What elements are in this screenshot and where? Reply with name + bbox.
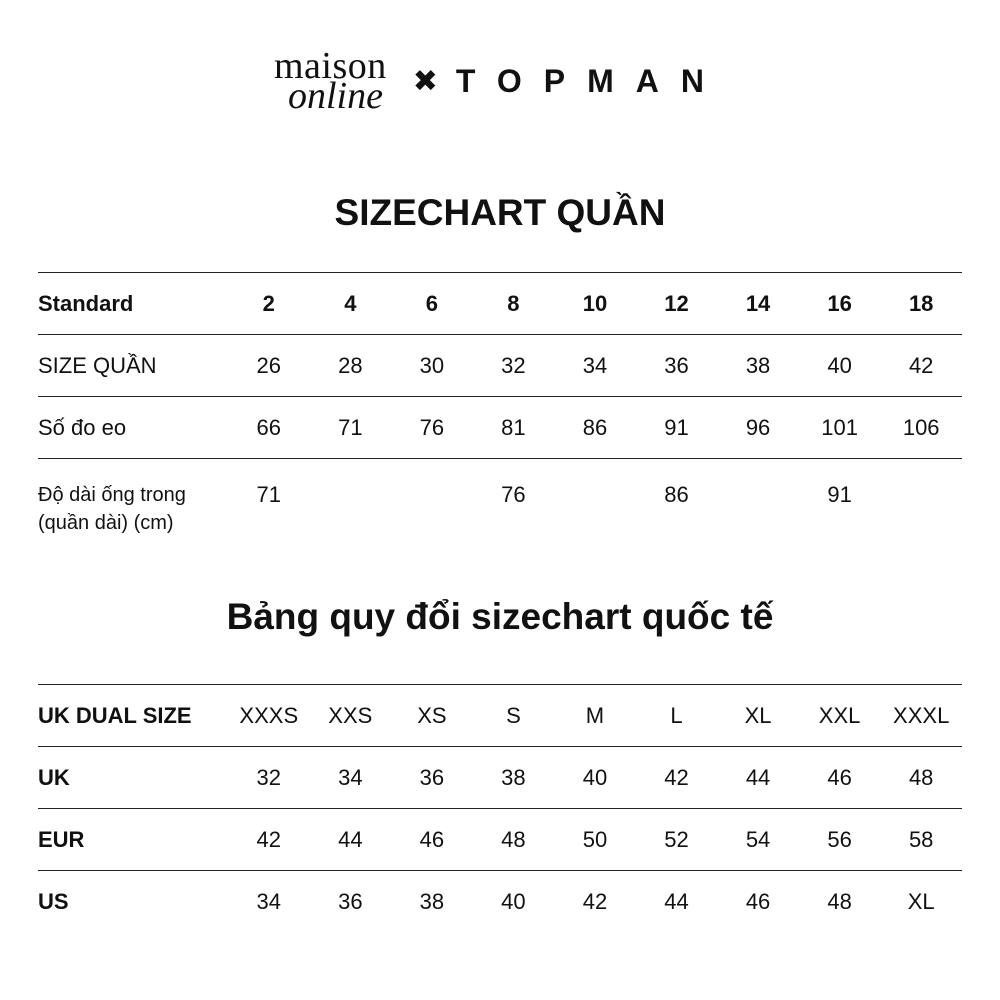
table-cell: 28 [310,335,392,397]
row-label: US [38,888,69,914]
header-label: UK DUAL SIZE [38,685,228,747]
header-cell: XXXL [880,685,962,747]
table-cell: 38 [419,888,445,914]
header-cell: XL [717,685,799,747]
topman-logo: TOPMAN [455,63,726,100]
table-cell: 34 [554,335,636,397]
header-cell: 8 [473,273,555,335]
table-cell: 106 [880,397,962,459]
table-row [38,747,962,809]
table-cell: 71 [256,482,282,507]
table-cell: 101 [799,397,881,459]
row-label: SIZE QUẦN [38,335,228,397]
collab-cross-icon: ✖ [412,64,438,98]
table-cell: 48 [473,809,555,871]
row-label-line: Độ dài ống trong [38,484,186,506]
header-cell: 4 [310,273,392,335]
table-cell: 91 [636,397,718,459]
table-cell: 86 [664,482,689,507]
table-cell [391,459,473,560]
table-cell: 96 [717,397,799,459]
table-cell [717,459,799,560]
table-cell: 48 [880,747,962,809]
table-cell [554,459,636,560]
header-cell: 18 [880,273,962,335]
table-cell: 32 [228,747,310,809]
sizechart-title: SIZECHART QUẦN [334,192,666,233]
row-label [38,459,228,560]
table-cell [880,459,962,560]
table-cell: 38 [717,335,799,397]
table-cell: 42 [636,747,718,809]
header-cell: S [473,685,555,747]
header-cell: 12 [636,273,718,335]
header-cell: XXS [310,685,392,747]
table-cell: XL [907,888,935,914]
table-cell: 30 [391,335,473,397]
table-cell: 48 [827,888,852,914]
table-cell: 40 [554,747,636,809]
table-cell: 58 [880,809,962,871]
header-cell: 6 [391,273,473,335]
table-cell: 44 [664,888,689,914]
row-label: UK [38,747,228,809]
table-cell: 56 [799,809,881,871]
table-row [38,809,962,871]
table-cell: 46 [799,747,881,809]
table-row [38,335,962,397]
table-cell: 42 [228,809,310,871]
header-label: Standard [38,273,228,335]
table-cell: 42 [880,335,962,397]
table-cell: 26 [228,335,310,397]
table-cell: 42 [582,888,608,914]
header-cell: 2 [228,273,310,335]
table-cell: 50 [554,809,636,871]
row-label: EUR [38,809,228,871]
table-cell: 32 [473,335,555,397]
table-cell: 46 [391,809,473,871]
table-cell: 76 [391,397,473,459]
table-cell: 36 [338,888,363,914]
row-label: Số đo eo [38,397,228,459]
conversion-table [38,684,962,932]
header-cell: XS [391,685,473,747]
logo-line-maison: maison [274,45,387,87]
table-row [38,397,962,459]
maison-online-logo [274,45,387,117]
table-cell: 44 [717,747,799,809]
table-cell: 81 [473,397,555,459]
table-cell: 40 [501,888,526,914]
table-cell: 54 [717,809,799,871]
logo-line-online: online [288,74,383,117]
table-header-row [38,685,962,747]
header-cell: 10 [554,273,636,335]
table-cell: 91 [827,482,852,507]
header-cell: M [554,685,636,747]
table-cell: 52 [636,809,718,871]
table-cell: 86 [554,397,636,459]
header-cell: 14 [717,273,799,335]
table-cell [310,459,392,560]
table-cell: 71 [310,397,392,459]
table-cell: 34 [310,747,392,809]
table-cell: 76 [501,482,526,507]
header-cell: L [636,685,718,747]
table-row [38,871,962,933]
table-cell: 38 [473,747,555,809]
table-cell: 36 [636,335,718,397]
header-cell: XXXS [228,685,310,747]
conversion-title: Bảng quy đổi sizechart quốc tế [226,596,774,637]
table-cell: 46 [745,888,771,914]
header-cell: 16 [799,273,881,335]
header-cell: XXL [799,685,881,747]
pants-size-table [38,272,962,559]
row-label-line: (quần dài) (cm) [38,512,174,534]
table-cell: 44 [310,809,392,871]
table-cell: 34 [256,888,282,914]
table-cell: 36 [391,747,473,809]
table-cell: 40 [799,335,881,397]
table-row [38,459,962,560]
table-cell: 66 [228,397,310,459]
brand-header [0,45,1000,117]
table-header-row [38,273,962,335]
